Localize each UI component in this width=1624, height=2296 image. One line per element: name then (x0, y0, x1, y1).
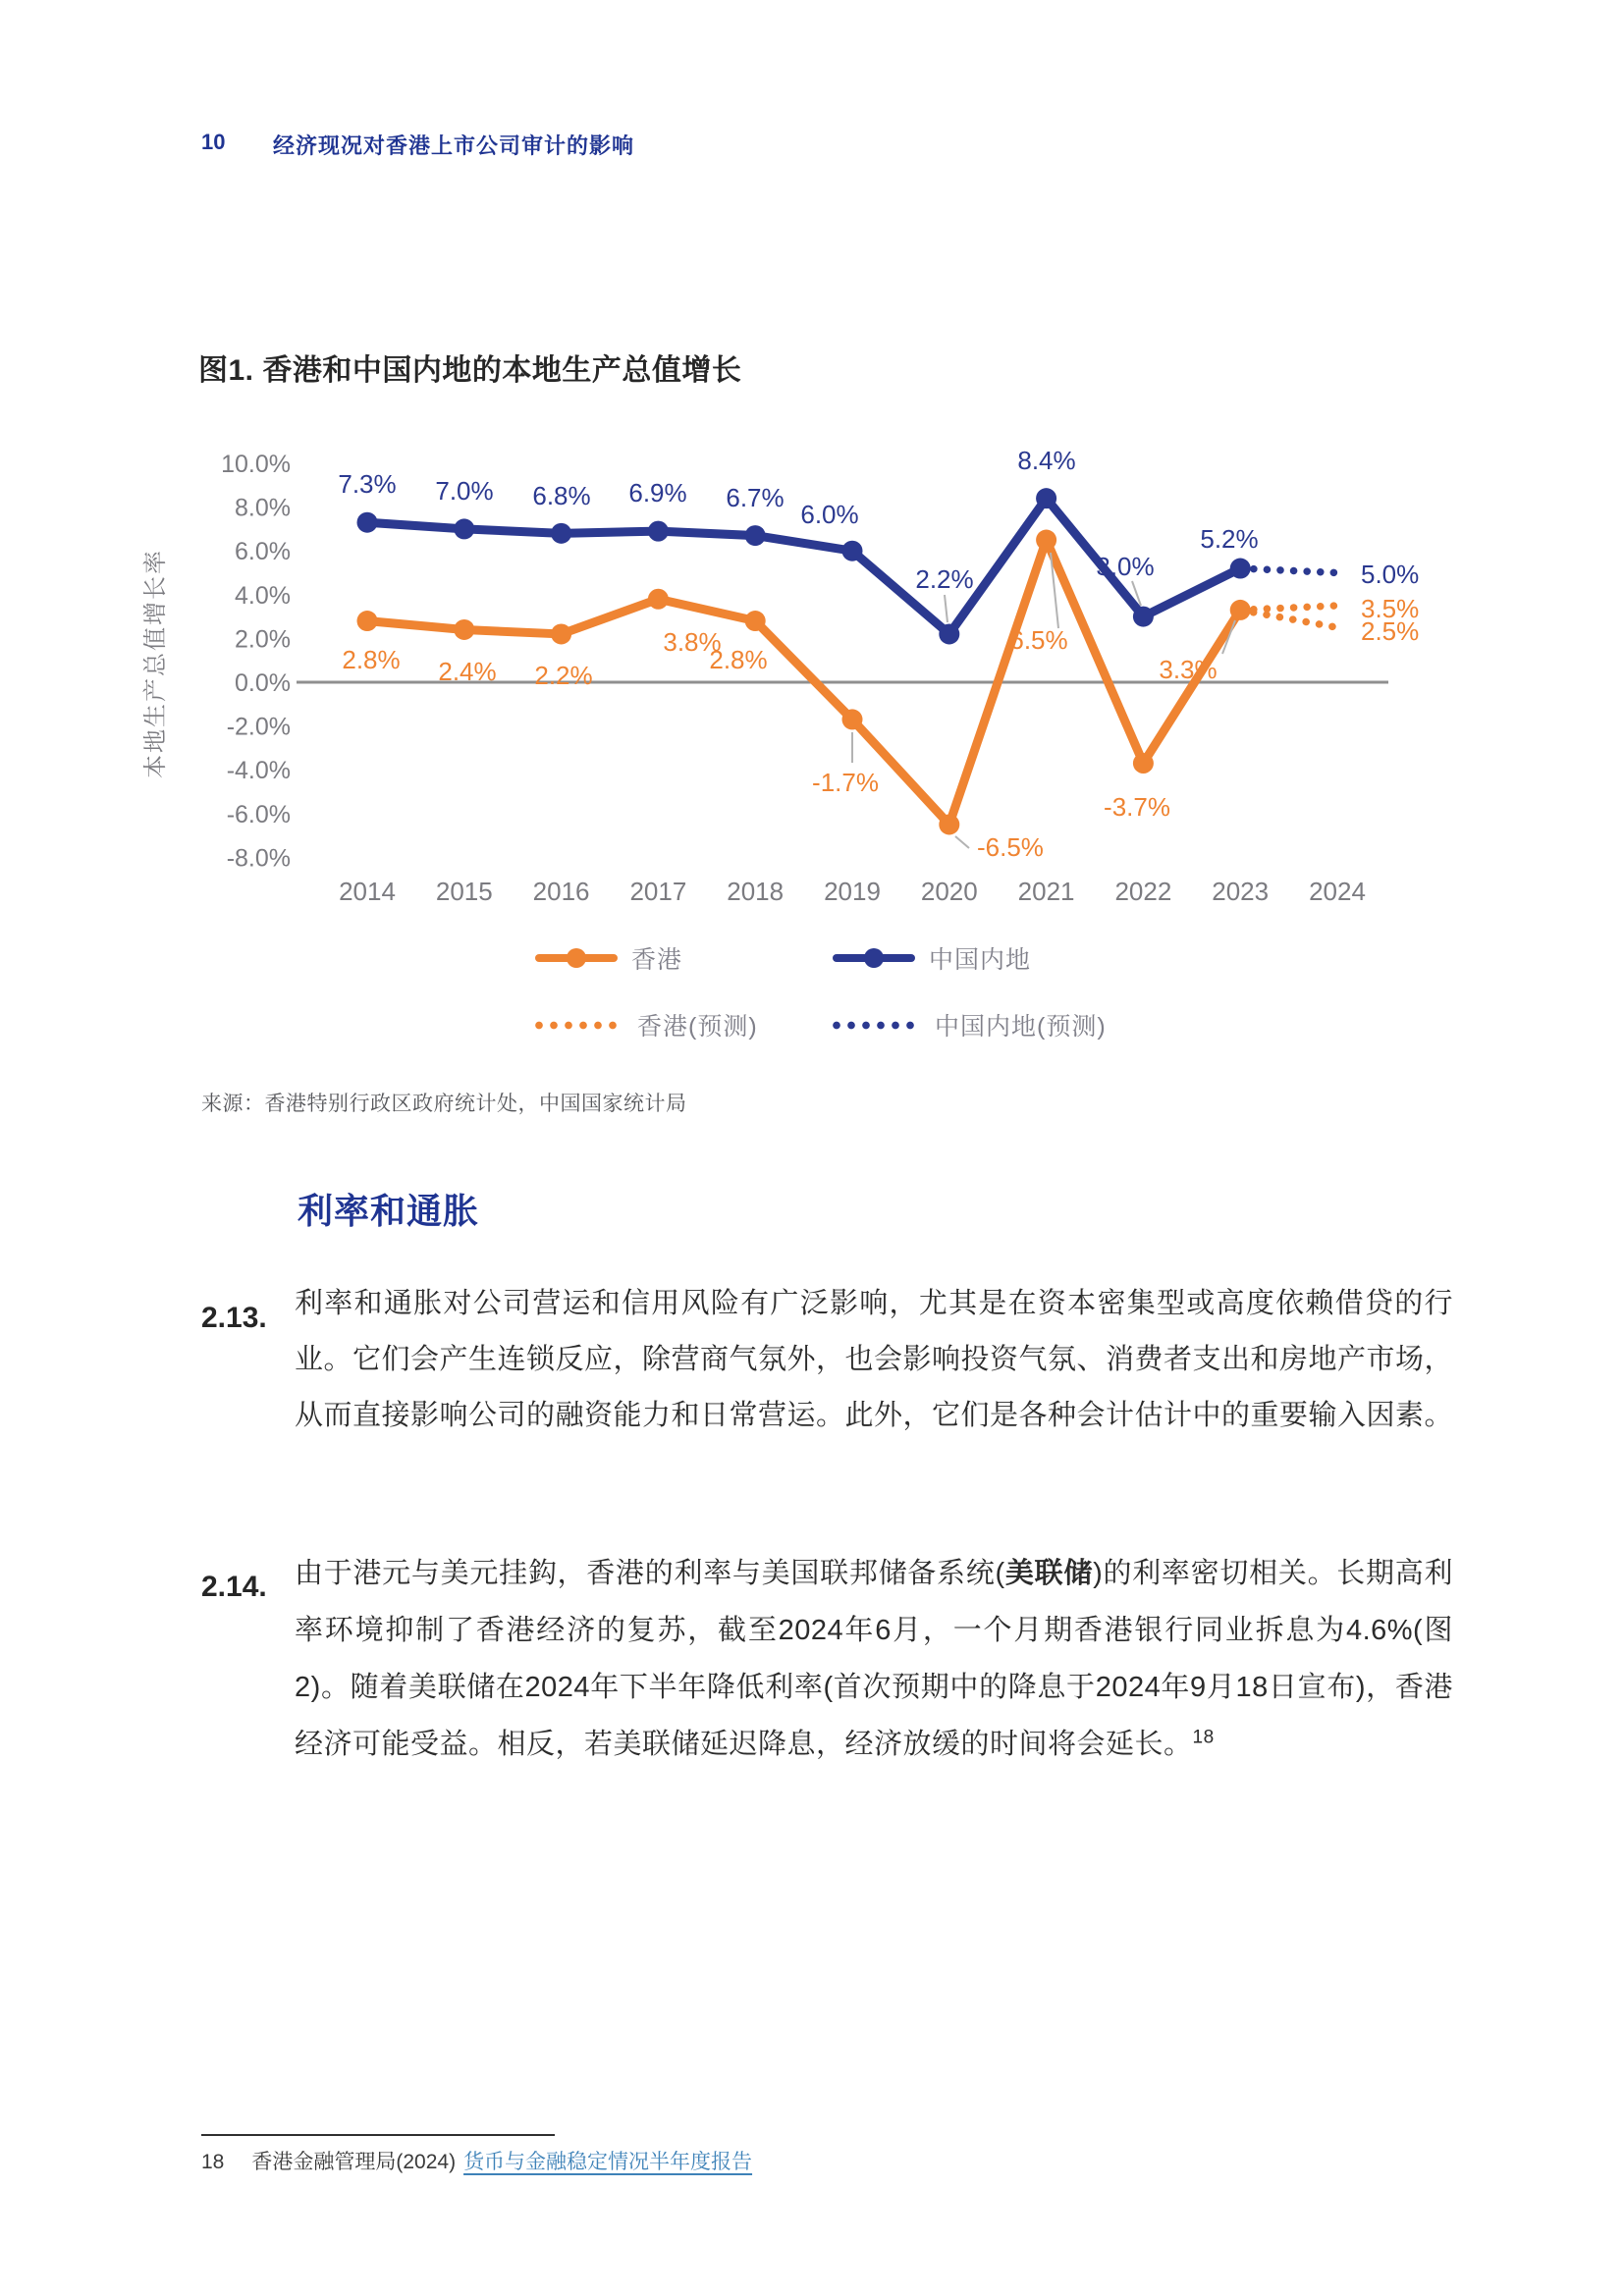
paragraph-2-14 (295, 1545, 1453, 1773)
legend-item-hong-kong-forecast (535, 1011, 758, 1039)
y-axis-tick-label: 6.0% (235, 538, 291, 566)
legend-swatch-hong-kong-forecast (535, 1021, 623, 1030)
ml-data-label: 8.4% (1017, 446, 1076, 475)
paragraph-text: 由于港元与美元挂鈎，香港的利率与美国联邦储备系统( (295, 1558, 1005, 1589)
hk-data-label: -3.7% (1104, 792, 1170, 822)
x-axis-tick-label: 2015 (435, 877, 493, 906)
ml-data-point (745, 525, 766, 546)
figure-source: 来源：香港特别行政区政府统计处，中国国家统计局 (201, 1093, 687, 1115)
section-heading: 利率和通胀 (298, 1191, 480, 1231)
footnote-link[interactable]: 货币与金融稳定情况半年度报告 (463, 2151, 753, 2173)
y-axis-tick-label: 4.0% (235, 581, 291, 610)
ml-data-point (842, 541, 863, 561)
figure-title: 图1. 香港和中国内地的本地生产总值增长 (198, 354, 742, 387)
legend-label: 香港 (631, 946, 683, 974)
hk_fc-data-label: 2.5% (1361, 616, 1420, 646)
y-axis-tick-label: 10.0% (221, 451, 291, 478)
ml-data-label: 6.0% (800, 500, 859, 529)
y-axis-title: 本地生产总值增长率 (142, 549, 169, 778)
ml-data-point (1036, 488, 1056, 508)
ml-data-label: 6.7% (726, 483, 785, 512)
legend-swatch-mainland-china-forecast (833, 1021, 921, 1030)
paragraph-text: )的利率密切相关。长期高利率环境抑制了香港经济的复苏，截至2024年6月，一个月期香港银行同业拆息为4.6%(图2)。随着美联储在2024年下半年降低利率(首次预期中的降息于2024年9月18日宣布)，香港经济可能受益。相反，若美联储延迟降息，经济放缓的时间将会延长。 (295, 1558, 1453, 1760)
hk-data-label: 6.5% (1009, 625, 1068, 655)
hk-data-label: 3.3% (1159, 655, 1218, 684)
legend-item-mainland-china (833, 944, 1031, 972)
y-axis-tick-label: 0.0% (235, 669, 291, 697)
ml-data-point (454, 518, 474, 539)
y-axis-tick-label: -8.0% (226, 844, 291, 873)
ml-data-label: 6.8% (532, 481, 591, 510)
ml-data-label: 5.2% (1200, 524, 1259, 554)
ml-data-label: 6.9% (628, 478, 687, 507)
gdp-growth-chart (137, 442, 1443, 925)
hk-data-label: -1.7% (812, 768, 879, 797)
hk-data-point (842, 709, 863, 729)
ml-data-point (1133, 607, 1154, 627)
footnote-divider (201, 2134, 555, 2136)
ml-data-label: 3.0% (1096, 552, 1155, 581)
label-leader-line (945, 595, 947, 622)
y-axis-tick-label: -2.0% (226, 713, 291, 741)
hk-data-label: 3.8% (663, 627, 722, 657)
legend-label: 中国内地(预测) (935, 1013, 1107, 1041)
hk-data-point (939, 814, 959, 834)
label-leader-line (955, 836, 969, 848)
legend-swatch-mainland-china (833, 954, 915, 962)
y-axis-tick-label: -4.0% (226, 757, 291, 785)
ml-data-point (648, 521, 669, 542)
page-number: 10 (201, 130, 226, 154)
gdp-growth-chart-svg (137, 442, 1443, 925)
paragraph-number: 2.14. (201, 1571, 267, 1603)
ml-data-point (357, 512, 378, 533)
ml_fc-data-label: 5.0% (1361, 560, 1420, 589)
legend-item-hong-kong (535, 944, 682, 972)
footnote (201, 2146, 752, 2175)
ml-data-label: 7.3% (338, 469, 397, 499)
hk-data-point (454, 619, 474, 640)
hk-data-label: 2.4% (438, 657, 497, 686)
hk-data-label: 2.8% (709, 645, 768, 674)
hk-data-point (745, 611, 766, 631)
paragraph-text-bold: 美联储 (1004, 1558, 1094, 1589)
ml-data-point (551, 523, 571, 544)
legend-label: 中国内地 (929, 946, 1032, 974)
paragraph-2-13 (295, 1276, 1453, 1444)
footnote-number: 18 (201, 2151, 225, 2173)
legend-label: 香港(预测) (637, 1013, 758, 1041)
hk-data-label: 2.8% (342, 645, 401, 674)
x-axis-tick-label: 2018 (727, 877, 785, 906)
y-axis-tick-label: 8.0% (235, 494, 291, 522)
hk-data-point (1036, 530, 1056, 551)
hk-data-label: -6.5% (977, 832, 1044, 862)
x-axis-tick-label: 2017 (629, 877, 687, 906)
x-axis-tick-label: 2014 (339, 877, 396, 906)
ml-data-label: 7.0% (435, 476, 494, 506)
paragraph-text: 利率和通胀对公司营运和信用风险有广泛影响，尤其是在资本密集型或高度依赖借贷的行业。它们会产生连锁反应，除营商气氛外，也会影响投资气氛、消费者支出和房地产市场，从而直接影响公司的融资能力和日常营运。此外，它们是各种会计估计中的重要输入因素。 (295, 1288, 1454, 1431)
hk_fc-forecast-line (1240, 610, 1337, 627)
legend-swatch-hong-kong (535, 954, 618, 962)
ml-data-label: 2.2% (915, 564, 974, 594)
y-axis-tick-label: -6.0% (226, 800, 291, 828)
footnote-reference[interactable]: 18 (1192, 1727, 1215, 1748)
ml_fc-forecast-line (1240, 568, 1337, 572)
hk-data-point (1133, 753, 1154, 774)
legend-item-mainland-china-forecast (833, 1011, 1107, 1039)
x-axis-tick-label: 2016 (532, 877, 590, 906)
x-axis-tick-label: 2020 (920, 877, 978, 906)
footnote-text: 香港金融管理局(2024) (251, 2151, 457, 2173)
x-axis-tick-label: 2023 (1212, 877, 1270, 906)
ml-data-point (939, 623, 959, 644)
hk_fc-data-label: 3.5% (1361, 594, 1420, 623)
hk-data-point (551, 623, 571, 644)
paragraph-number: 2.13. (201, 1302, 267, 1334)
hk-data-label: 2.2% (534, 661, 593, 690)
hk-data-point (648, 589, 669, 610)
y-axis-tick-label: 2.0% (235, 625, 291, 654)
x-axis-tick-label: 2022 (1114, 877, 1172, 906)
x-axis-tick-label: 2021 (1017, 877, 1075, 906)
ml-data-point (1230, 559, 1251, 579)
hk-data-point (357, 611, 378, 631)
hk-data-point (1230, 600, 1251, 620)
x-axis-tick-label: 2019 (824, 877, 881, 906)
running-header-title: 经济现况对香港上市公司审计的影响 (273, 133, 635, 158)
x-axis-tick-label: 2024 (1309, 877, 1366, 906)
